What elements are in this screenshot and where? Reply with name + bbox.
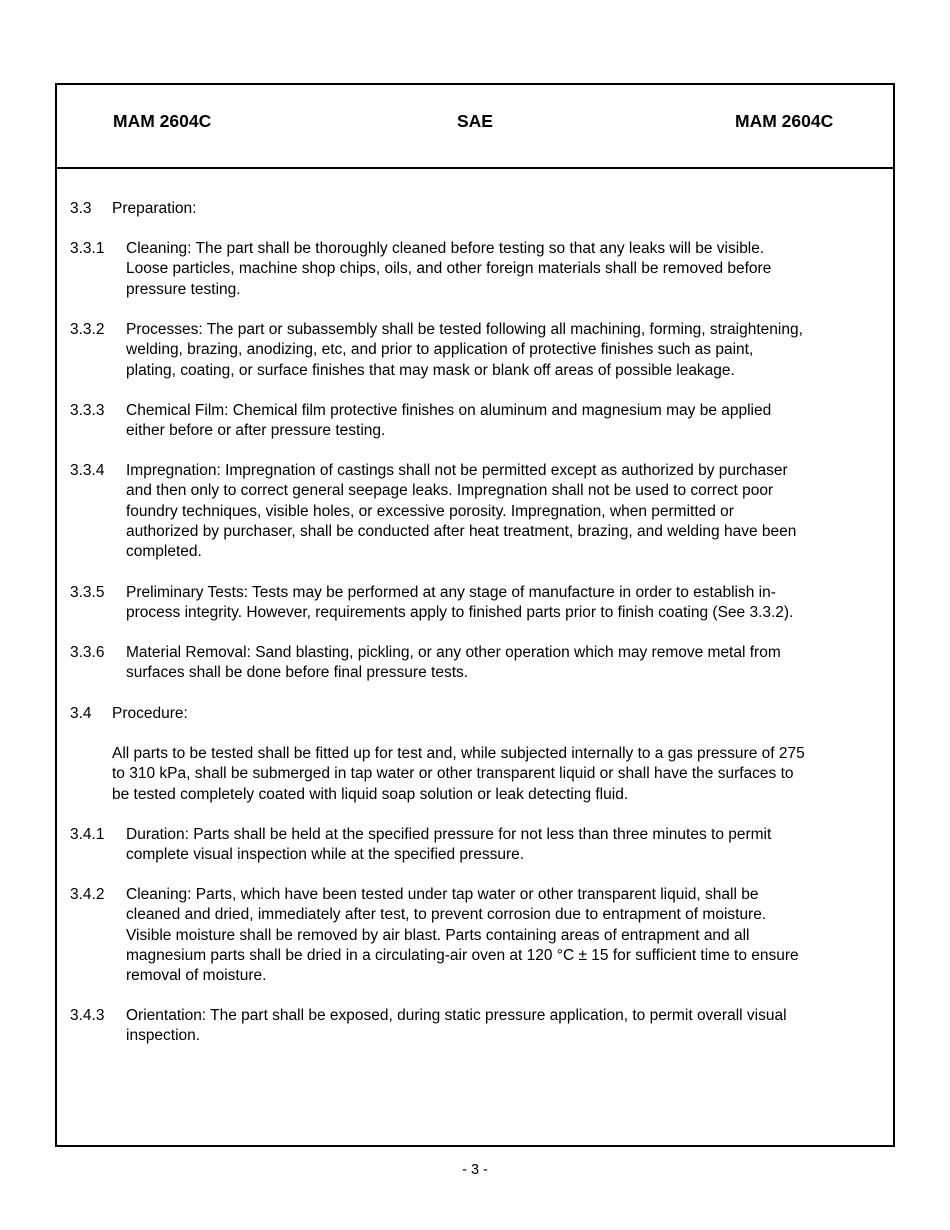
section-text: Cleaning: Parts, which have been tested under tap water or other transparent liquid, shall be cleaned and dried, immediately after test, to prevent corrosion due to entrapment of moisture. Visible moisture shall be removed by air blast. Parts containing areas of entrapment and all magnesium parts shall be dried in a circulating-air oven at 120 °C ± 15 for sufficient time to ensure removal of moisture.: [126, 886, 799, 985]
section-text: Cleaning: The part shall be thoroughly cleaned before testing so that any leaks will be visible. Loose particles, machine shop chips, oils, and other foreign materials shall be removed before pressure testing.: [126, 240, 772, 298]
section-heading: Procedure:: [112, 705, 188, 722]
section-number: 3.3.3: [70, 402, 105, 419]
section-text: Preliminary Tests: Tests may be performed at any stage of manufacture in order to establish in- process integrity. However, requirements apply to finished parts prior to finish coating (See 3.3.2).: [126, 584, 794, 622]
section-number: 3.4: [70, 705, 92, 722]
section-text: Impregnation: Impregnation of castings shall not be permitted except as authorized by purchaser and then only to correct general seepage leaks. Impregnation shall not be used to correct poor foundry techniques, visible holes, or excessive porosity. Impregnation, when permitted or authorized by purchaser, shall be conducted after heat treatment, brazing, and welding have been completed.: [126, 462, 797, 561]
page-frame: [55, 83, 895, 1147]
section-text: Material Removal: Sand blasting, pickling, or any other operation which may remove metal from surfaces shall be done before final pressure tests.: [126, 644, 781, 682]
section-text: Chemical Film: Chemical film protective finishes on aluminum and magnesium may be applied either before or after pressure testing.: [126, 402, 772, 440]
section-number: 3.4.2: [70, 886, 105, 903]
section-number: 3.3.4: [70, 462, 105, 479]
section-number: 3.4.1: [70, 826, 105, 843]
header-doc-id-right: MAM 2604C: [735, 111, 834, 131]
header-doc-id-left: MAM 2604C: [113, 111, 212, 131]
section-text: All parts to be tested shall be fitted up for test and, while subjected internally to a gas pressure of 275 to 310 kPa, shall be submerged in tap water or other transparent liquid or shall have the surfaces to be tested completely coated with liquid soap solution or leak detecting fluid.: [112, 745, 805, 803]
page-header: [57, 85, 893, 169]
section-number: 3.3.5: [70, 584, 105, 601]
section-text: Duration: Parts shall be held at the specified pressure for not less than three minutes to permit complete visual inspection while at the specified pressure.: [126, 826, 772, 864]
section-number: 3.3.1: [70, 240, 105, 257]
section-heading: Preparation:: [112, 200, 197, 217]
header-org: SAE: [457, 111, 493, 131]
section-number: 3.3.6: [70, 644, 105, 661]
section-number: 3.3.2: [70, 321, 105, 338]
section-number: 3.4.3: [70, 1007, 105, 1024]
section-number: 3.3: [70, 200, 92, 217]
section-text: Orientation: The part shall be exposed, during static pressure application, to permit overall visual inspection.: [126, 1007, 787, 1045]
page-number: - 3 -: [462, 1162, 488, 1178]
section-text: Processes: The part or subassembly shall be tested following all machining, forming, straightening, welding, brazing, anodizing, etc, and prior to application of protective finishes such as paint, plating, coating, or surface finishes that may mask or blank off areas of possible leakage.: [126, 321, 803, 379]
